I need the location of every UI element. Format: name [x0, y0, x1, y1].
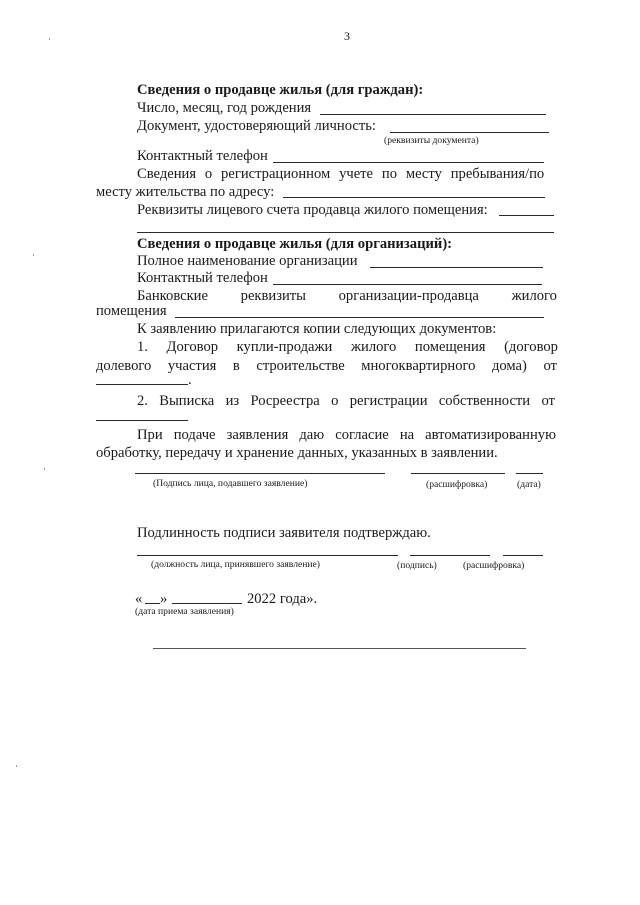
item1-word: Договор	[166, 339, 219, 355]
bank-details-field[interactable]	[175, 317, 544, 318]
applicant-decoding-hint: (расшифровка)	[426, 479, 488, 490]
id-document-field[interactable]	[390, 132, 549, 133]
id-document-label: Документ, удостоверяющий личность:	[137, 118, 376, 134]
item1-word: в	[232, 358, 240, 374]
date-month-field[interactable]	[172, 603, 242, 604]
account-field[interactable]	[137, 232, 554, 233]
verifier-decoding-hint: (расшифровка)	[463, 560, 525, 571]
bank-word: жилого	[511, 288, 557, 304]
date-year-text: 2022 года».	[247, 591, 318, 607]
item1-word: долевого	[96, 358, 152, 374]
attachments-intro: К заявлению прилагаются копии следующих документов:	[137, 321, 497, 337]
applicant-date-field[interactable]	[516, 473, 543, 474]
consent-word: на	[399, 427, 415, 443]
applicant-signature-hint: (Подпись лица, подавшего заявление)	[153, 478, 308, 489]
item2-word: о	[331, 393, 339, 409]
item2-word: Выписка	[159, 393, 215, 409]
item1-word: строительстве	[256, 358, 345, 374]
consent-line1	[137, 426, 556, 444]
account-field-end[interactable]	[499, 215, 554, 216]
verifier-signature-field[interactable]	[410, 555, 490, 556]
scan-speck	[44, 468, 45, 470]
date-close-quote: »	[160, 591, 168, 607]
verifier-decoding-field[interactable]	[503, 555, 543, 556]
birth-date-field[interactable]	[320, 114, 546, 115]
acceptance-date-hint: (дата приема заявления)	[135, 606, 234, 617]
consent-word: даю	[299, 427, 325, 443]
applicant-date-hint: (дата)	[517, 479, 541, 490]
verifier-signature-hint: (подпись)	[397, 560, 437, 571]
id-document-hint: (реквизиты документа)	[384, 135, 479, 146]
account-label: Реквизиты лицевого счета продавца жилого помещения:	[137, 202, 488, 218]
consent-line2: обработку, передачу и хранение данных, указанных в заявлении.	[96, 445, 498, 461]
registration-line1-text: Сведения о регистрационном учете по месту пребывания/по	[137, 166, 545, 182]
item2-word: из	[225, 393, 240, 409]
date-day-field[interactable]	[145, 603, 160, 604]
attachment-item1-line1	[137, 338, 558, 356]
org-phone-field[interactable]	[273, 284, 542, 285]
bank-details-line1	[137, 287, 557, 305]
attachment-item2-line1	[137, 392, 555, 410]
item2-word: собственности	[438, 393, 531, 409]
applicant-decoding-field[interactable]	[411, 473, 505, 474]
citizen-phone-label: Контактный телефон	[137, 148, 268, 164]
item1-word: от	[543, 358, 557, 374]
seller-citizen-heading: Сведения о продавце жилья (для граждан):	[137, 82, 424, 98]
attachment-item1-line2	[96, 357, 557, 375]
item2-word: от	[541, 393, 555, 409]
birth-date-label: Число, месяц, год рождения	[137, 100, 312, 116]
consent-word: согласие	[335, 427, 389, 443]
scan-speck	[33, 254, 34, 256]
closing-separator	[153, 648, 526, 649]
bank-word: реквизиты	[240, 288, 306, 304]
org-name-label: Полное наименование организации	[137, 253, 358, 269]
verifier-position-hint: (должность лица, принявшего заявление)	[151, 559, 320, 570]
item1-word: многоквартирного	[361, 358, 476, 374]
registration-line1	[137, 165, 558, 183]
item2-word: 2.	[137, 393, 148, 409]
org-name-field[interactable]	[370, 267, 543, 268]
item1-word: участия	[167, 358, 217, 374]
verification-text: Подлинность подписи заявителя подтверждаю.	[137, 525, 431, 541]
verifier-position-field[interactable]	[137, 555, 398, 556]
consent-word: автоматизированную	[425, 427, 556, 443]
date-open-quote: «	[135, 591, 143, 607]
item1-period: .	[188, 372, 192, 388]
org-phone-label: Контактный телефон	[137, 270, 268, 286]
bank-details-line2: помещения	[96, 303, 167, 319]
registration-line2: месту жительства по адресу:	[96, 184, 275, 200]
item1-word: купли-продажи	[236, 339, 333, 355]
consent-word: заявления	[226, 427, 289, 443]
item1-word: жилого	[350, 339, 397, 355]
consent-word: подаче	[173, 427, 216, 443]
page-number: 3	[344, 29, 350, 43]
consent-word: При	[137, 427, 163, 443]
scan-speck	[16, 765, 17, 767]
item1-word: (договор	[504, 339, 558, 355]
applicant-signature-field[interactable]	[135, 473, 385, 474]
item2-date-field[interactable]	[96, 420, 188, 421]
seller-org-heading: Сведения о продавце жилья (для организаций):	[137, 236, 453, 252]
item2-word: Росреестра	[250, 393, 320, 409]
citizen-phone-field[interactable]	[273, 162, 544, 163]
item1-word: дома)	[491, 358, 527, 374]
bank-word: организации-продавца	[338, 288, 479, 304]
scan-speck	[49, 38, 50, 40]
bank-word: Банковские	[137, 288, 208, 304]
item2-word: регистрации	[349, 393, 428, 409]
item1-word: помещения	[414, 339, 486, 355]
registration-address-field[interactable]	[283, 197, 545, 198]
item1-word: 1.	[137, 339, 148, 355]
item1-date-field[interactable]	[96, 384, 188, 385]
